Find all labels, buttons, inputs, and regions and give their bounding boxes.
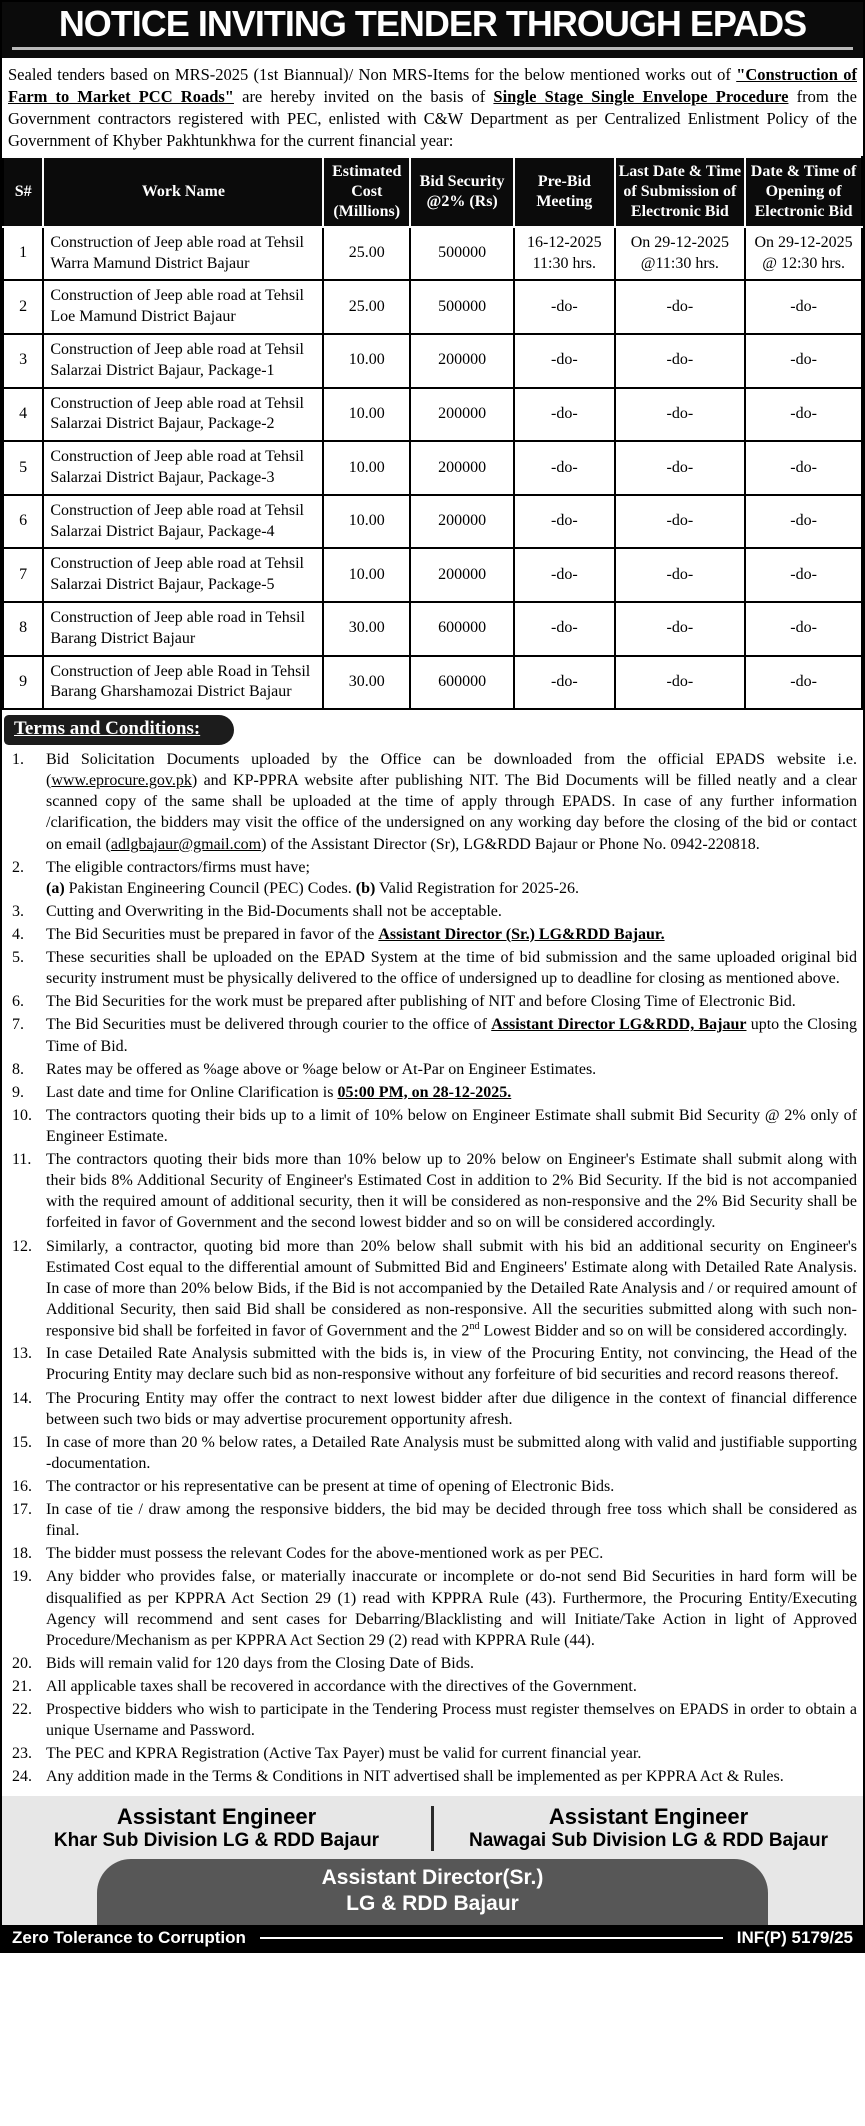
term-number: 13. [12,1345,32,1363]
cell-cost: 30.00 [323,656,410,710]
term-number: 14. [12,1389,32,1407]
text-segment: The Bid Securities must be delivered through courier to the office of [46,1016,492,1034]
term-item [6,1676,857,1697]
cell-prebid: -do- [514,602,615,656]
term-text [46,857,857,899]
term-number: 19. [12,1568,32,1586]
term-number: 1. [12,751,24,769]
text-segment: Lowest Bidder and so on will be considered accordingly. [479,1322,848,1340]
text-segment: The contractors quoting their bids up to a limit of 10% below on Engineer Estimate shall submit Bid Security @ 2% only of Engineer Estimate. [46,1106,857,1145]
signatory-title: Assistant Engineer [548,1803,749,1829]
term-item [6,749,857,855]
cell-work: Construction of Jeep able road at Tehsil Salarzai District Bajaur, Package-1 [43,334,323,388]
column-header: Bid Security @2% (Rs) [410,157,514,227]
cell-security: 200000 [410,495,514,549]
cell-security: 200000 [410,548,514,602]
cell-prebid: -do- [514,656,615,710]
term-number: 22. [12,1701,32,1719]
term-item [6,924,857,945]
term-number: 6. [12,993,24,1011]
cell-opening: -do- [745,388,862,442]
bottom-bar [2,1925,863,1951]
term-text [46,1343,857,1385]
banner-subtitle: LG & RDD Bajaur [346,1891,519,1915]
signature-area [2,1796,863,1855]
cell-sno: 9 [3,656,43,710]
cell-cost: 10.00 [323,441,410,495]
text-segment: Bids will remain valid for 120 days from the Closing Date of Bids. [46,1654,474,1672]
cell-cost: 10.00 [323,334,410,388]
cell-opening: -do- [745,280,862,334]
term-number: 5. [12,949,24,967]
cell-sno: 5 [3,441,43,495]
text-segment: The eligible contractors/firms must have; [46,858,310,876]
term-text [46,1236,857,1342]
term-text [46,1476,857,1497]
text-segment: In case of more than 20 % below rates, a Detailed Rate Analysis must be submitted along with valid and justifiable supporting -documentation. [46,1433,857,1472]
term-item [6,991,857,1012]
cell-work: Construction of Jeep able Road in Tehsil Barang Gharshamozai District Bajaur [43,656,323,710]
text-segment: In case of tie / draw among the responsive bidders, the bid may be decided through free toss which shall be considered as final. [46,1501,857,1540]
column-header: Last Date & Time of Submission of Electronic Bid [615,157,746,227]
table-row [3,495,862,549]
cell-cost: 10.00 [323,495,410,549]
cell-security: 500000 [410,227,514,281]
term-text [46,1766,857,1787]
cell-security: 200000 [410,441,514,495]
text-segment: Prospective bidders who wish to participate in the Tendering Process must register themselves on EPADS in order to obtain a unique Username and Password. [46,1701,857,1740]
term-text [46,1388,857,1430]
term-number: 9. [12,1083,24,1101]
term-item [6,1236,857,1342]
table-row [3,441,862,495]
table-row [3,388,862,442]
term-item [6,857,857,899]
table-row [3,602,862,656]
cell-work: Construction of Jeep able road at Tehsil Salarzai District Bajaur, Package-4 [43,495,323,549]
term-text [46,1082,857,1103]
term-item [6,1432,857,1474]
works-table [2,156,863,710]
column-header: Pre-Bid Meeting [514,157,615,227]
cell-prebid: -do- [514,388,615,442]
cell-work: Construction of Jeep able road in Tehsil Barang District Bajaur [43,602,323,656]
term-text [46,1743,857,1764]
text-segment: from the Government contractors registered with PEC, enlisted with C&W Department as per Centralized Enlistment Policy of the Government of Khyber Pakhtunkhwa for the current financial year: [8,86,858,150]
cell-submission: On 29-12-2025 @11:30 hrs. [615,227,746,281]
terms-section [2,710,863,1795]
term-text [46,1543,857,1564]
cell-opening: -do- [745,495,862,549]
text-segment: (a) [46,879,65,897]
term-item [6,1766,857,1787]
term-text [46,1499,857,1541]
cell-opening: -do- [745,334,862,388]
text-segment: Last date and time for Online Clarification is [46,1083,338,1101]
term-text [46,1432,857,1474]
signatory-title: Assistant Engineer [116,1803,317,1829]
emphasized-text: "Construction of Farm to Market PCC Roads" [8,65,857,106]
text-segment: Similarly, a contractor, quoting bid more than 20% below shall submit with his bid an additional security on Engineer's Estimated Cost equal to the differential amount of Submitted Bid and Engineers' Estimate along with Detailed Rate Analysis. In case of more than 20% below Bids, if the Bid is not accompanied by the Detailed Rate Analysis and / or required amount of Additional Security, then said Bid shall be considered as non-responsive. All the securities submitted along with such non-responsive bid shall be forfeited in favor of Government and the 2 [46,1237,857,1340]
cell-work: Construction of Jeep able road at Tehsil Warra Mamund District Bajaur [43,227,323,281]
term-number: 10. [12,1106,32,1124]
term-number: 18. [12,1545,32,1563]
term-number: 11. [12,1151,32,1169]
term-text [46,991,857,1012]
text-segment: Sealed tenders based on MRS-2025 (1st Biannual)/ Non MRS-Items for the below mentioned works out of [8,65,737,84]
text-segment: Pakistan Engineering Council (PEC) Codes. [64,879,356,897]
slogan-text: Zero Tolerance to Corruption [12,1928,246,1948]
term-item [6,947,857,989]
signatory-right [434,1804,863,1853]
term-number: 3. [12,902,24,920]
term-item [6,1343,857,1385]
cell-prebid: -do- [514,548,615,602]
term-number: 24. [12,1768,32,1786]
title-bar [2,2,863,58]
terms-list [2,749,863,1795]
term-item [6,1059,857,1080]
term-item [6,1653,857,1674]
text-segment: nd [469,1320,480,1332]
cell-sno: 6 [3,495,43,549]
cell-submission: -do- [615,548,746,602]
term-item [6,1014,857,1056]
term-number: 21. [12,1678,32,1696]
banner-title: Assistant Director(Sr.) [321,1865,544,1889]
cell-opening: -do- [745,602,862,656]
term-number: 23. [12,1745,32,1763]
cell-submission: -do- [615,441,746,495]
term-item [6,1082,857,1103]
table-row [3,280,862,334]
emphasized-text: Assistant Director (Sr.) LG&RDD Bajaur. [378,925,665,943]
term-number: 12. [12,1237,32,1255]
bottom-rule [260,1937,723,1939]
column-header: Date & Time of Opening of Electronic Bid [745,157,862,227]
term-text [46,749,857,855]
term-text [46,1059,857,1080]
term-number: 2. [12,858,24,876]
cell-cost: 10.00 [323,388,410,442]
term-text [46,1105,857,1147]
text-segment: All applicable taxes shall be recovered in accordance with the directives of the Government. [46,1678,637,1696]
term-item [6,1543,857,1564]
cell-work: Construction of Jeep able road at Tehsil Salarzai District Bajaur, Package-5 [43,548,323,602]
table-header-row [3,157,862,227]
text-segment: The contractor or his representative can be present at time of opening of Electronic Bids. [46,1478,615,1496]
text-segment: ) and KP-PPRA website after publishing NIT. The Bid Documents will be filled neatly and a clear scanned copy of the same shall be uploaded at the time of apply through EPADS. In case of any further information /clarification, the bidders may visit the office of the undersigned on any working day before the closing of the bid or contact on email ( [46,772,857,853]
cell-sno: 1 [3,227,43,281]
term-item [6,1699,857,1741]
cell-sno: 7 [3,548,43,602]
table-row [3,334,862,388]
text-segment: upto the Closing Time of Bid. [46,1016,858,1055]
signatory-left [2,1804,431,1853]
text-segment: Bid Solicitation Documents uploaded by the Office can be downloaded from the official EPADS website i.e. ( [46,751,857,790]
cell-work: Construction of Jeep able road at Tehsil Salarzai District Bajaur, Package-2 [43,388,323,442]
text-segment: (b) [355,879,376,897]
text-segment: These securities shall be uploaded on the EPAD System at the time of bid submission and the same uploaded original bid security instrument must be physically delivered to the office of undersigned up to deadline for closing as mentioned above. [46,949,857,988]
table-body [3,227,862,709]
cell-security: 200000 [410,388,514,442]
signatory-subtitle: Nawagai Sub Division LG & RDD Bajaur [469,1829,828,1851]
term-number: 20. [12,1654,32,1672]
cell-prebid: -do- [514,280,615,334]
cell-cost: 25.00 [323,227,410,281]
term-item [6,1476,857,1497]
text-segment: Cutting and Overwriting in the Bid-Documents shall not be acceptable. [46,902,502,920]
terms-heading: Terms and Conditions: [4,715,234,745]
term-text [46,1149,857,1233]
inf-number: INF(P) 5179/25 [736,1928,853,1948]
text-segment: In case Detailed Rate Analysis submitted with the bids is, in view of the Procuring Entity, not convincing, the Head of the Procuring Entity may declare such bid as non-responsive without any forfeiture of bid securities and record reasons thereof. [46,1345,857,1384]
term-item [6,1105,857,1147]
term-number: 15. [12,1433,32,1451]
director-banner-wrap [2,1855,863,1926]
cell-submission: -do- [615,388,746,442]
emphasized-text: Single Stage Single Envelope Procedure [493,86,789,106]
emphasized-text: adlgbajaur@gmail.com [110,835,262,853]
text-segment: The Bid Securities must be prepared in favor of the [46,925,379,943]
term-number: 8. [12,1060,24,1078]
text-segment: The Bid Securities for the work must be prepared after publishing of NIT and before Closing Time of Electronic Bid. [46,993,796,1011]
emphasized-text: www.eprocure.gov.pk [51,772,192,790]
term-text [46,924,857,945]
cell-cost: 30.00 [323,602,410,656]
cell-prebid: 16-12-2025 11:30 hrs. [514,227,615,281]
intro-paragraph [2,58,863,156]
text-segment: Any bidder who provides false, or materially inaccurate or incomplete or do-not send Bid Securities in hard form will be disqualified as per KPPRA Act Section 29 (1) read with KPPRA Rule (43). Furthermore, the Procuring Entity/Executing Agency will recommend and sent cases for Debarring/Blacklisting and will Initiate/Take Action in light of Approved Procedure/Mechanism as per KPPRA Act Section 29 (2) read with KPPRA Rule (44). [46,1568,857,1649]
emphasized-text: Assistant Director LG&RDD, Bajaur [491,1016,747,1034]
table-row [3,227,862,281]
cell-sno: 3 [3,334,43,388]
cell-submission: -do- [615,495,746,549]
term-item [6,1499,857,1541]
term-text [46,1566,857,1650]
table-row [3,656,862,710]
text-segment: Rates may be offered as %age above or %age below or At-Par on Engineer Estimates. [46,1060,597,1078]
cell-cost: 10.00 [323,548,410,602]
cell-sno: 4 [3,388,43,442]
table-row [3,548,862,602]
term-item [6,1149,857,1233]
page-title: NOTICE INVITING TENDER THROUGH EPADS [12,6,853,50]
term-item [6,901,857,922]
cell-prebid: -do- [514,441,615,495]
cell-submission: -do- [615,656,746,710]
cell-cost: 25.00 [323,280,410,334]
text-segment: Any addition made in the Terms & Conditions in NIT advertised shall be implemented as per KPPRA Act & Rules. [46,1768,784,1786]
term-text [46,901,857,922]
cell-opening: -do- [745,441,862,495]
cell-prebid: -do- [514,495,615,549]
cell-security: 200000 [410,334,514,388]
term-item [6,1743,857,1764]
emphasized-text: 05:00 PM, on 28-12-2025. [337,1083,512,1101]
term-item [6,1388,857,1430]
text-segment: The Procuring Entity may offer the contract to next lowest bidder after due diligence in the context of financial difference between such two bids or may advertise procurement opportunity afresh. [46,1389,857,1428]
text-segment: The bidder must possess the relevant Codes for the above-mentioned work as per PEC. [46,1545,604,1563]
cell-opening: -do- [745,548,862,602]
column-header: Estimated Cost (Millions) [323,157,410,227]
cell-prebid: -do- [514,334,615,388]
cell-opening: -do- [745,656,862,710]
cell-submission: -do- [615,280,746,334]
cell-security: 600000 [410,602,514,656]
text-segment: Valid Registration for 2025-26. [375,879,579,897]
term-number: 16. [12,1478,32,1496]
column-header: Work Name [43,157,323,227]
text-segment: The contractors quoting their bids more than 10% below up to 20% below on Engineer's Estimate shall submit along with their bids 8% Additional Security of Engineer's Estimated Cost in addition to 2% Bid Security. If the bid is not accompanied with the required amount of additional security, then it will be considered as non-responsive and the 2% Bid Security shall be forfeited in favor of Government and the second lowest bidder and so on will be considered accordingly. [46,1151,857,1232]
text-segment: The PEC and KPRA Registration (Active Tax Payer) must be valid for current financial year. [46,1745,642,1763]
term-text [46,1676,857,1697]
cell-work: Construction of Jeep able road at Tehsil Loe Mamund District Bajaur [43,280,323,334]
cell-security: 600000 [410,656,514,710]
cell-opening: On 29-12-2025 @ 12:30 hrs. [745,227,862,281]
cell-submission: -do- [615,334,746,388]
term-text [46,1014,857,1056]
term-item [6,1566,857,1650]
term-number: 7. [12,1016,24,1034]
cell-sno: 2 [3,280,43,334]
signatory-subtitle: Khar Sub Division LG & RDD Bajaur [53,1829,380,1851]
term-number: 17. [12,1501,32,1519]
text-segment: ) of the Assistant Director (Sr), LG&RDD Bajaur or Phone No. 0942-220818. [261,835,760,853]
cell-security: 500000 [410,280,514,334]
column-header: S# [3,157,43,227]
text-segment: are hereby invited on the basis of [233,86,494,106]
cell-work: Construction of Jeep able road at Tehsil Salarzai District Bajaur, Package-3 [43,441,323,495]
director-banner [97,1859,768,1926]
cell-sno: 8 [3,602,43,656]
term-number: 4. [12,925,24,943]
term-text [46,1699,857,1741]
term-text [46,1653,857,1674]
term-text [46,947,857,989]
cell-submission: -do- [615,602,746,656]
